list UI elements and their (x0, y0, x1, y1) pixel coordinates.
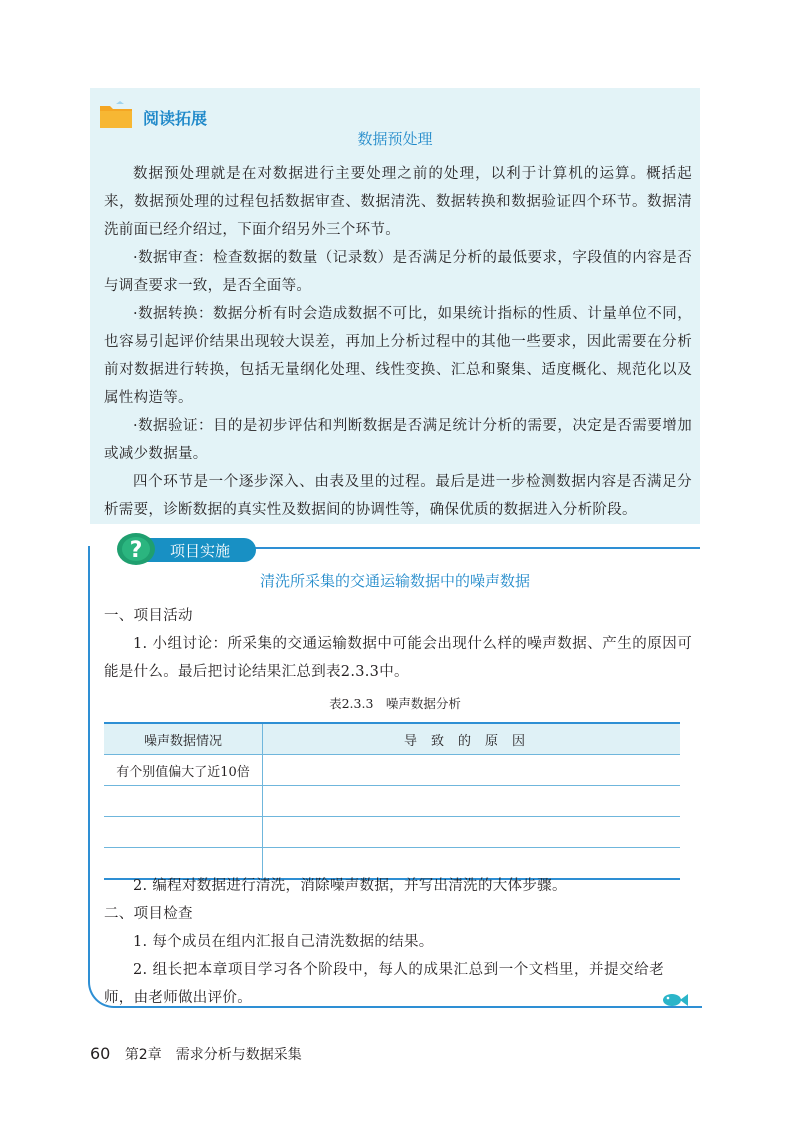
reading-subtitle: 数据预处理 (357, 130, 433, 148)
reading-paragraph: ·数据验证：目的是初步评估和判断数据是否满足统计分析的需要，决定是否需要增加或减少数据量。 (104, 418, 692, 462)
table-cell (263, 786, 681, 817)
table-row (104, 786, 680, 817)
question-icon (114, 530, 158, 568)
fish-tail-icon (660, 990, 690, 1010)
reading-paragraph: ·数据转换：数据分析有时会造成数据不可比，如果统计指标的性质、计量单位不同，也容易引起评价结果出现较大误差，再加上分析过程中的其他一些要求，因此需要在分析前对数据进行转换，包括无量纲化处理、线性变换、汇总和聚集、适度概化、规范化以及属性构造等。 (104, 306, 692, 406)
activity-step-2: 2. 编程对数据进行清洗，消除噪声数据，并写出清洗的大体步骤。 (133, 878, 567, 894)
table-cell (104, 786, 263, 817)
page-number: 60 (90, 1044, 111, 1063)
table-header-row (104, 723, 680, 755)
table-cell (263, 755, 681, 786)
project-title: 项目实施 (170, 542, 231, 560)
folder-icon (98, 100, 134, 130)
chapter-title: 第2章 需求分析与数据采集 (124, 1047, 302, 1063)
project-divider (255, 547, 700, 549)
svg-text:?: ? (129, 538, 143, 563)
noise-analysis-table (104, 722, 680, 880)
project-subtitle: 清洗所采集的交通运输数据中的噪声数据 (259, 572, 530, 590)
reading-title: 阅读拓展 (143, 109, 208, 128)
table-caption: 表2.3.3 噪声数据分析 (329, 696, 461, 711)
table-row (104, 755, 680, 786)
check-item-2: 2. 组长把本章项目学习各个阶段中，每人的成果汇总到一个文档里，并提交给老师，由老师做出评价。 (104, 962, 664, 1006)
header-cause: 导致的原因 (263, 723, 681, 755)
reading-paragraph: 数据预处理就是在对数据进行主要处理之前的处理，以利于计算机的运算。概括起来，数据预处理的过程包括数据审查、数据清洗、数据转换和数据验证四个环节。数据清洗前面已经介绍过，下面介绍另外三个环节。 (104, 166, 692, 238)
table-cell (104, 817, 263, 848)
check-item-1: 1. 每个成员在组内汇报自己清洗数据的结果。 (133, 934, 434, 950)
check-heading: 二、项目检查 (104, 906, 193, 922)
page-footer (90, 1044, 302, 1064)
activity-step-1: 1. 小组讨论：所采集的交通运输数据中可能会出现什么样的噪声数据、产生的原因可能是什么。最后把讨论结果汇总到表2.3.3中。 (104, 636, 692, 680)
header-noise-situation: 噪声数据情况 (104, 723, 263, 755)
table-cell (263, 817, 681, 848)
reading-paragraph: ·数据审查：检查数据的数量（记录数）是否满足分析的最低要求，字段值的内容是否与调查要求一致，是否全面等。 (104, 250, 692, 294)
activity-heading: 一、项目活动 (104, 608, 193, 624)
table-row (104, 817, 680, 848)
table-cell: 有个别值偏大了近10倍 (104, 755, 263, 786)
reading-paragraph: 四个环节是一个逐步深入、由表及里的过程。最后是进一步检测数据内容是否满足分析需要，诊断数据的真实性及数据间的协调性等，确保优质的数据进入分析阶段。 (104, 474, 692, 518)
